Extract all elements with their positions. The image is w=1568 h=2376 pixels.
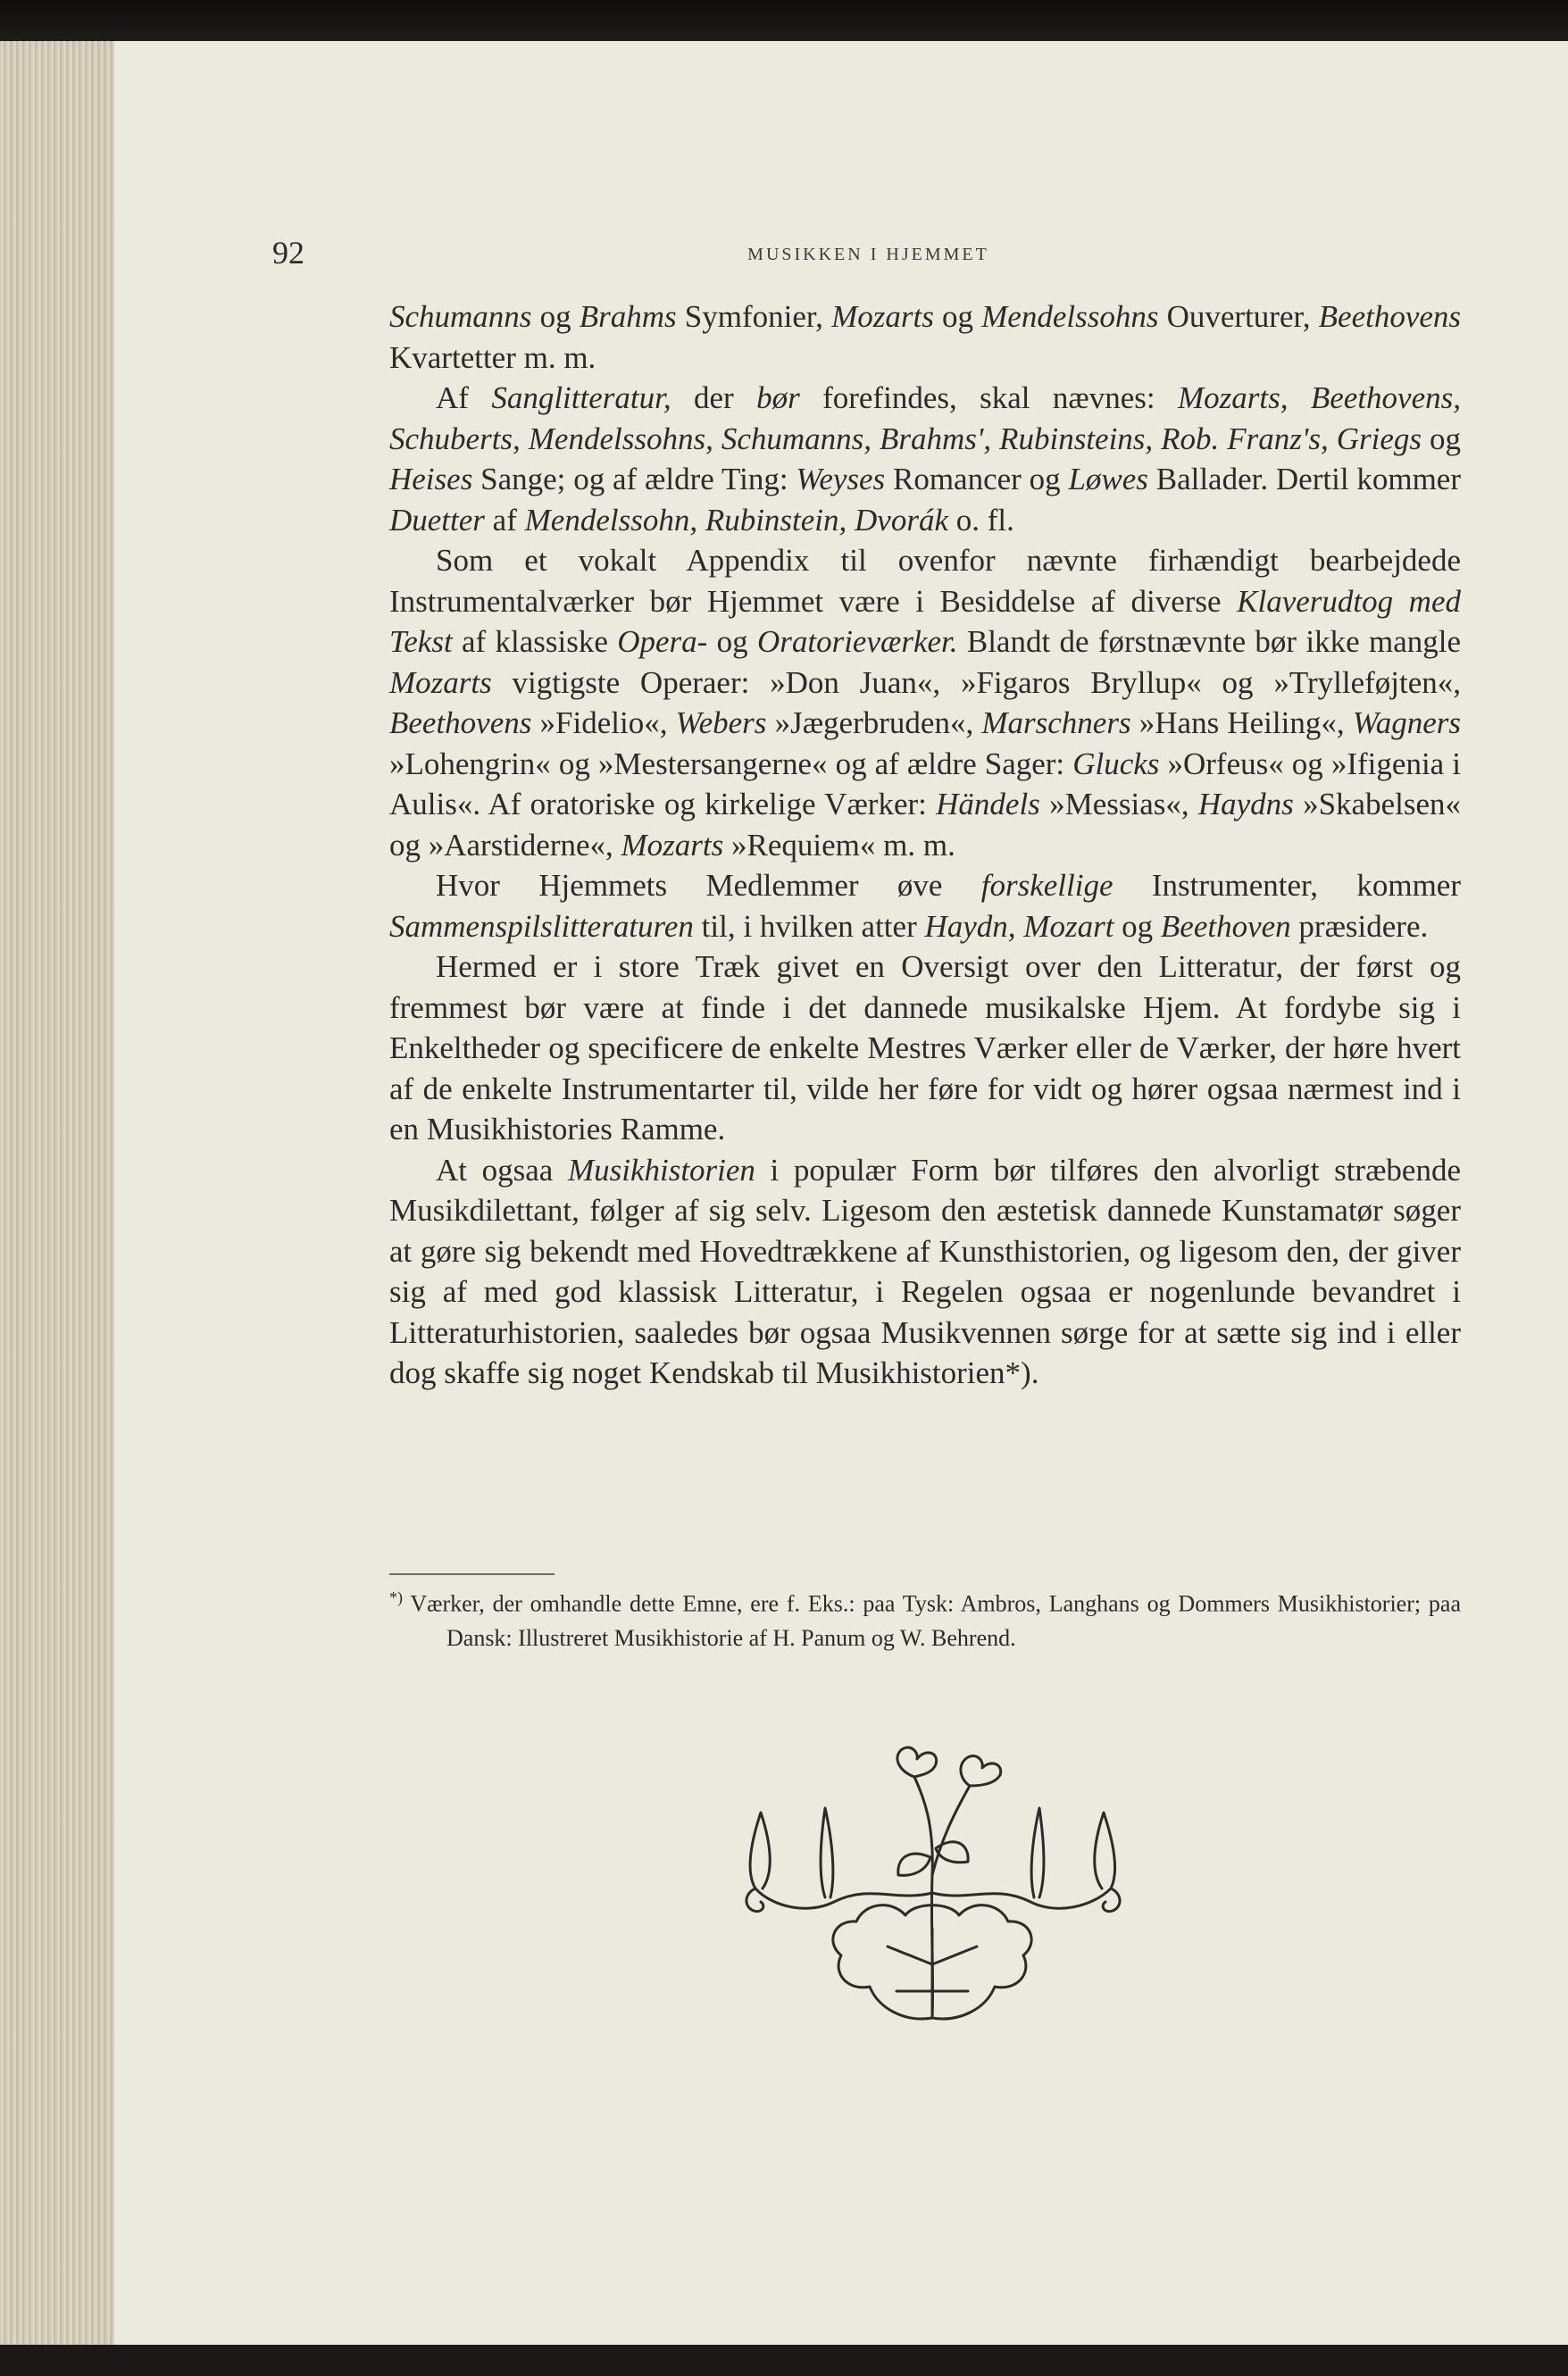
paragraph — [389, 378, 1461, 540]
text-run: Hvor Hjemmets Medlemmer øve — [436, 868, 981, 903]
text-run: Ouverturer, — [1158, 299, 1319, 334]
floral-vignette — [736, 1723, 1129, 2045]
paragraph — [389, 1150, 1461, 1394]
text-run: af — [484, 502, 525, 538]
running-head — [272, 234, 1464, 270]
text-run: »Hans Heiling«, — [1130, 705, 1353, 740]
text-run: At ogsaa — [436, 1152, 568, 1188]
text-run: Symfonier, — [676, 299, 832, 334]
italic-run: Haydn, Mozart — [924, 908, 1114, 944]
italic-run: Beethoven — [1160, 908, 1291, 944]
text-run: Blandt de førstnævnte bør ikke mangle — [957, 624, 1462, 659]
italic-run: Mozarts — [621, 827, 724, 863]
text-run: »Requiem« m. m. — [723, 827, 955, 863]
text-run: der — [671, 380, 757, 415]
text-run: »Skabelsen« og »Aarstiderne«, — [389, 787, 1461, 863]
italic-run: Brahms — [579, 299, 677, 334]
footnote-rule — [389, 1573, 555, 1575]
text-run: og — [933, 299, 982, 334]
italic-run: Händels — [936, 787, 1040, 821]
text-run: »Messias«, — [1039, 787, 1198, 821]
paragraph — [389, 946, 1461, 1150]
footnote — [389, 1580, 1461, 1655]
paragraph — [389, 540, 1461, 865]
page-number: 92 — [272, 235, 304, 271]
text-run: af klassiske — [452, 624, 618, 659]
text-run: Sange; og af ældre Ting: — [472, 462, 797, 496]
italic-run: Mozarts — [831, 299, 934, 334]
italic-run: Klaverudtog med Tekst — [389, 583, 1461, 659]
italic-run: Haydns — [1197, 787, 1294, 821]
text-run: og — [1422, 421, 1461, 456]
book-page-edges — [0, 41, 116, 2345]
italic-run: Mozarts, Beethovens, Schuberts, Mendelssohns, Schumanns, Brahms', Rubinsteins, Rob. Franz's, Griegs — [389, 380, 1461, 456]
text-run: og — [707, 624, 757, 659]
italic-run: Mendelssohns — [981, 299, 1159, 334]
text-run: vigtigste Operaer: »Don Juan«, »Figaros Bryllup« og »Trylleføjten«, — [491, 664, 1461, 700]
italic-run: Weyses — [796, 462, 886, 496]
text-run: Af — [436, 380, 492, 415]
scan-bottom-border — [0, 2345, 1568, 2376]
italic-run: Beethovens — [1318, 299, 1462, 334]
italic-run: Wagners — [1352, 705, 1461, 740]
text-run: »Lohengrin« og »Mestersangerne« og af ældre Sager: — [389, 746, 1073, 781]
italic-run: Sammenspilslitteraturen — [389, 908, 694, 944]
text-run: Som et vokalt Appendix til ovenfor nævnte firhændigt bearbejdede Instrumentalværker bør Hjemmet være i Besiddelse af diverse — [389, 543, 1461, 619]
italic-run: Sanglitteratur, — [491, 380, 671, 415]
text-run: »Fidelio«, — [531, 705, 676, 740]
footnote-text: Værker, der omhandle dette Emne, ere f. Eks.: paa Tysk: Ambros, Langhans og Dommers Musikhistorier; paa Dansk: Illustreret Musikhistorie af H. Panum og W. Behrend. — [410, 1590, 1462, 1651]
text-run: præsidere. — [1290, 908, 1429, 944]
text-run: Hermed er i store Træk givet en Oversigt over den Litteratur, der først og fremmest bør være at finde i det dannede musikalske Hjem. At fordybe sig i Enkeltheder og specificere de enkelte Mestres Værker eller de Værker, der høre hvert af de enkelte Instrumentarter til, vilde her føre for vidt og hører ogsaa nærmest ind i en Musikhistories Ramme. — [389, 949, 1461, 1146]
italic-run: Duetter — [389, 502, 485, 538]
running-title: MUSIKKEN I HJEMMET — [747, 245, 989, 264]
italic-run: bør — [756, 380, 800, 415]
italic-run: Schumanns — [389, 299, 532, 334]
text-run: »Jægerbruden«, — [766, 705, 982, 740]
italic-run: Løwes — [1068, 462, 1148, 496]
text-run: Instrumenter, kommer — [1113, 868, 1461, 903]
text-run: og — [531, 299, 580, 334]
italic-run: Glucks — [1072, 746, 1160, 781]
italic-run: Oratorieværker. — [756, 624, 958, 659]
body-text — [389, 296, 1461, 1394]
italic-run: Musikhistorien — [567, 1152, 755, 1188]
text-run: til, i hvilken atter — [693, 908, 925, 944]
text-run: Kvartetter m. m. — [389, 339, 596, 375]
scan-top-border — [0, 0, 1568, 41]
italic-run: Heises — [389, 462, 473, 496]
italic-run: Mendelssohn, Rubinstein, Dvorák — [524, 502, 948, 538]
text-run: i populær Form bør tilføres den alvorligt stræbende Musikdilettant, følger af sig selv. Ligesom den æstetisk dannede Kunstamatør søger at gøre sig bekendt med Hovedtrækkene af Kunsthistorien, og ligesom den, der giver sig af med god klassisk Litteratur, i Regelen ogsaa er nogenlunde bevandret i Litteraturhistorien, saaledes bør ogsaa Musikvennen sørge for at sætte sig ind i eller dog skaffe sig noget Kendskab til Musikhistorien*). — [389, 1152, 1461, 1390]
paragraph — [389, 296, 1461, 378]
footnote-marker: *) — [389, 1588, 403, 1606]
italic-run: Mozarts — [389, 664, 492, 700]
text-run: forefindes, skal nævnes: — [799, 380, 1178, 415]
text-run: Romancer og — [885, 462, 1069, 496]
italic-run: forskellige — [980, 868, 1113, 903]
text-run: »Orfeus« og »Ifigenia i Aulis«. Af oratoriske og kirkelige Værker: — [389, 746, 1461, 821]
italic-run: Beethovens — [389, 705, 532, 740]
italic-run: Webers — [675, 705, 767, 740]
italic-run: Marschners — [981, 705, 1131, 740]
paragraph — [389, 865, 1461, 946]
italic-run: Opera- — [617, 624, 708, 659]
text-run: o. fl. — [948, 502, 1014, 538]
text-run: og — [1113, 908, 1161, 944]
text-run: Ballader. Dertil kommer — [1147, 462, 1461, 496]
